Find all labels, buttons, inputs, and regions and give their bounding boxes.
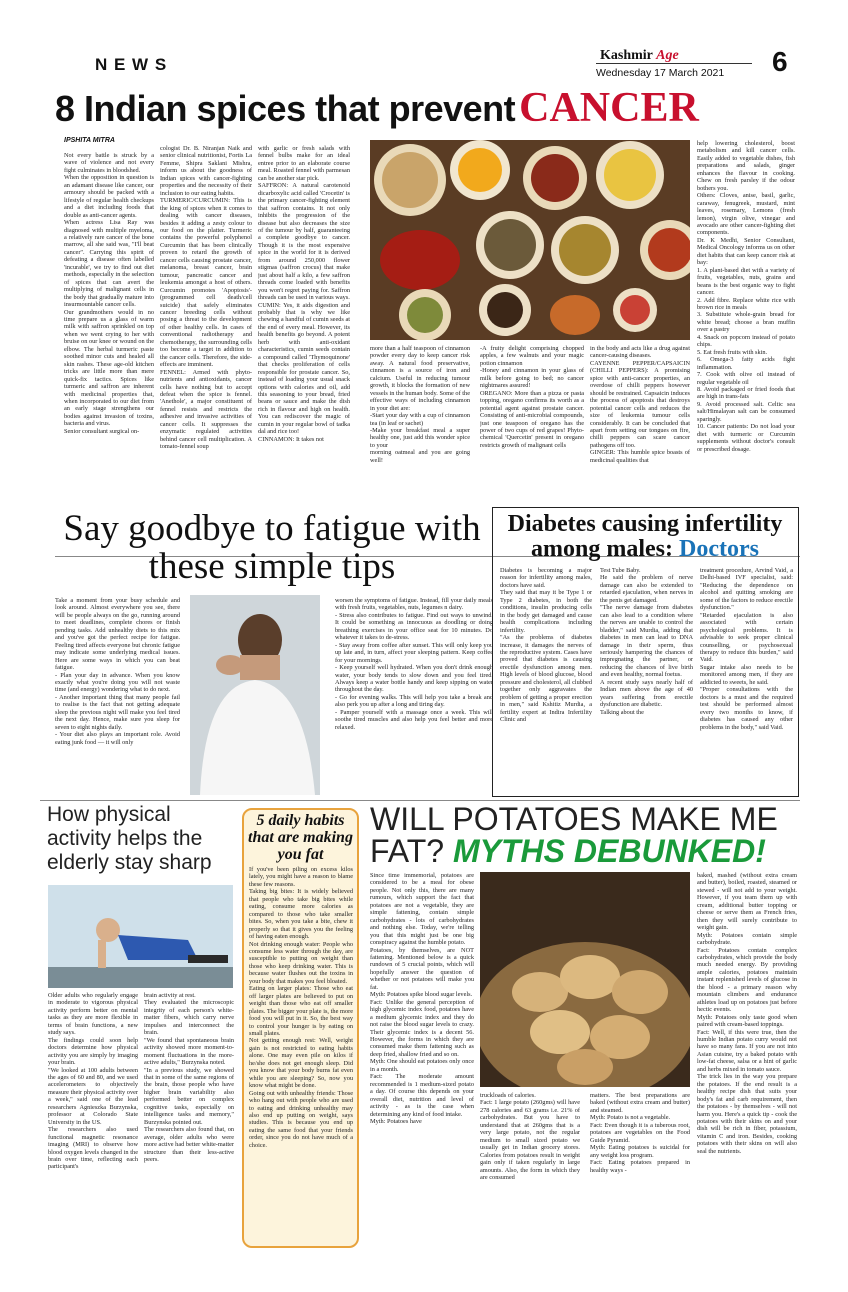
article1-col2: cologist Dr. B. Niranjan Naik and senior clinical nutritionist, Fortis La Femme, Shipra Saklani Mishra, inform us about the goodness of Indian spices with cancer-fighting properties and the necessity of their inclusion to our eating habits. TURMERIC/CURCUMIN: This is the king of spices when it comes to dealing with cancer diseases, besides it adding a zesty colour to our food on the platter. Turmeric contains the powerful polyphenol Curcumin that has been clinically proven to retard the growth of cancer cells causing prostate cancer, melanoma, breast cancer, brain tumour, pancreatic cancer and leukemia amongst a host of others. Curcumin promotes 'Apoptosis'- (programmed cell death/cell suicide) that safely eliminates cancer breeding cells without posing a threat to the development of other healthy cells. In cases of conventional radiotherapy and chemotherapy, the surrounding cells too become a target in addition to the cancer cells. Therefore, the side-effects are imminent. FENNEL: Armed with phyto-nutrients and antioxidants, cancer cells have nothing but to accept defeat when the spice is fennel. 'Anethole', a major constituent of fennel resists and restricts the adhesive and invasive activities of cancer cells. It suppresses the enzymatic regulated activities behind cancer cell multiplication. A tomato-fennel soup [160,145,252,451]
article2-col1: Take a moment from your busy schedule and look around. Almost everywhere you see, there will be people always on the go, running around to meet deadlines, complete chores or finish pending tasks. Add unhealthy diets to this mix and you've got the perfect recipe for fatigue. Feeling tired affects everyone but chronic fatigue may indicate some underlying medical issues. Here are some ways in which you can beat fatigue. - Plan your day in advance. When you know exactly what you're doing you will not waste time (and energy) wondering what to do next. - Another important thing that many people fail to realise is the fact that not getting adequate sleep the previous night will make you feel tired the next day. Hence, make sure you sleep for seven to eight nights daily. - Your diet also plays an important role. Avoid eating junk food — it will only [55,597,180,746]
man-pushup-illustration [48,885,233,988]
article4-col1: Older adults who regularly engage in moderate to vigorous physical activity perform better on mental tasks as they are more flexible in terms of brain functions, a new study says. The findings could soon help doctors determine how physical activity you are simply by imaging your brain. "We looked at 100 adults between the ages of 60 and 80, and we used accelerometers to objectively measure their physical activity over a week," said one of the lead researchers Agnieszka Burzynska, professor at Colorado State University in the US. The researchers also used functional magnetic resonance imaging (MRI) to observe how blood oxygen levels changed in the brain over time, reflecting each participant's [48,992,138,1171]
article4-col2: brain activity at rest. They evaluated the microscopic integrity of each person's white-matter fibers, which carry nerve impulses and interconnect the brain. "We found that spontaneous brain activity showed more moment-to-moment fluctuations in the more-active adults," Burzynska noted. "In a previous study, we showed that in some of the same regions of the brain, those people who have higher brain variability also performed better on complex cognitive tasks, especially on intelligence tasks and memory," Burzynska pointed out. The researchers also found that, on average, older adults who were more active had better white-matter structure than their less-active peers. [144,992,234,1163]
masthead-accent: Age [656,48,679,63]
article5-col1: If you've been piling on excess kilos lately, you might have a reason to blame these few reasons. Taking big bites: It is widely believed that people who take big bites while eating, consume more calories as compared to those who take smaller bites. So, when you take a bite, chew it properly so that it gives you the feeling of having eaten enough. Not drinking enough water: People who consume less water through the day, are susceptible to putting on weight than those who keep drinking water. This is because water flushes out the toxins in your body that makes you feel bloated. Eating on larger plates: Those who eat off larger plates are believed to put on weight than those who eat off smaller plates. The bigger your plate is, the more food you will put in it. So, the best way to control your hunger is by eating on small plates. Not getting enough rest: Well, weight gain is not restricted to eating habits alone. One may even pile on kilos if he/she does not get enough sleep. Did you know that your body burns fat even while you are sleeping? So, now you know what might be done. Going out with unhealthy friends: Those who hang out with people who are used to eating and drinking unhealthy may also end up putting on weight, says studies. This is because you end up eating the same food that your friends order, since you do not have much of a choice. [249,866,353,1149]
article1-col7: help lowering cholesterol, boost metabolism and kill cancer cells. Easily added to vegetable dishes, fish preparations and salads, ginger enhances the flavour in cooking. Chew on fresh parsley if the odour bothers you. Others: Cloves, anise, basil, garlic, caraway, fenugreek, mustard, mint leaves, rosemary, Lemons (fresh lemon), virgin olive, vinegar and avocado are other cancer-fighting diet components. Dr. K Medhi, Senior Consultant, Medical Oncology informs us on other diet habits that can keep cancer risk at bay: 1. A plant-based diet with a variety of fruits, vegetables, nuts, grains and beans is the best organic way to fight cancer. 2. Add fibre. Replace white rice with brown rice in meals 3. Substitute whole-grain bread for white bread; choose a bran muffin over a pastry 4. Snack on popcorn instead of potato chips. 5. Eat fresh fruits with skin. 6. Omega-3 fatty acids fight inflammation. 7. Cook with olive oil instead of regular vegetable oil 8. Avoid packaged or fried foods that are high in trans-fats 9. Avoid processed salt. Celtic sea salt/Himalayan salt can be consumed sparingly. 10. Cancer patients: Do not load your diet with turmeric or Curcumin supplements without doctor's consult or prescribed dosage. [697,140,795,453]
header-rule [596,63,752,64]
article6-headline-accent: MYTHS DEBUNKED! [452,833,766,869]
article3-col2: Test Tube Baby. He said the problem of nerve damage can also be extended to retarded ejaculation, when nerves in the penis get damaged. "The nerve damage from diabetes can also lead to a condition where the nerves are unable to control the bladder," said Murdia, adding that diabetes in men can lead to DNA damage in their sperm, thus seriously hampering the chances of impregnating the partner, or reducing the chances of live birth and even healthy, normal foetus. A recent study says nearly half of Indian men above the age of 40 years suffering from erectile dysfunction are diabetic. Talking about the [600,567,693,716]
byline: IPSHITA MITRA [64,137,115,144]
masthead [600,48,679,64]
article6-col4: baked, mashed (without extra cream and butter), boiled, roasted, steamed or stewed - will not add to your weight. However, if you team them up with cream, additional butter topping or cheese or serve them as French fries, then they will surely contribute to weight gain. Myth: Potatoes contain simple carbohydrate. Fact: Potatoes contain complex carbohydrates, which provide the body much needed energy. By providing ample calories, potatoes maintain instant replenished levels of glucose in the blood - a primary reason why mountain climbers and endurance athletes load up on potatoes just before hectic events. Myth: Potatoes only taste good when paired with cream-based toppings. Fact: Well, if this were true, then the humble Indian potato curry would not have so many fans. If you are not into Asian cuisine, try a baked potato with low-fat cheese, salsa or a hint of garlic and herbs mixed in tomato sauce. The trick lies in the way you prepare the potatoes. If the end result is a healthy recipe dish that suits your body's fat and carb requirement, then the potatoes - by themselves - will not harm you. Here's a quick tip - cook the potatoes with their skins on and your dish will be rich in fiber, potassium, vitamin C and iron. Besides, cooking potatoes with their skins on will also seal the nutrients. [697,872,797,1155]
article1-headline-accent: CANCER [519,85,699,131]
article1-col4: more than a half teaspoon of cinnamon powder every day to keep cancer risk away. A natural food preservative, cinnamon is a source of iron and calcium. Useful in reducing tumour growth, it blocks the formation of new vessels in the human body. Some of the effective ways of including cinnamon in your diet are: -Start your day with a cup of cinnamon tea (in leaf or sachet) -Make your breakfast meal a super healthy one, just add this wonder spice to your morning oatmeal and you are going well! [370,345,470,464]
article6-col2: truckloads of calories. Fact: 1 large potato (260gms) will have 278 calories and 63 grams i.e. 21% of carbohydrates. But you have to understand that at 260gms that is a very large potato, not the regular medium to small sized potato we usually get in Indian grocery stores. Calories from potatoes result in weight gain only if taken regularly in large amounts. Also, the form in which they are consumed [480,1092,580,1181]
spices-photo [370,140,690,340]
page-number: 6 [772,46,788,77]
article3-headline-accent: Doctors [679,536,759,562]
article2-col2: worsen the symptoms of fatigue. Instead, fill your daily meals with fresh fruits, vegetables, nuts, legumes n dairy. - Stress also contributes to fatigue. Find out ways to unwind. It could be something as innocuous as doodling or doing breathing exercises in your office seat for 10 minutes. Do whatever it takes to de-stress. - Stay away from coffee after sunset. This will only keep you up late and, in turn, affect your sleeping pattern. Keep coffee for your mornings. - Keep yourself well hydrated. When you don't drink enough water, your body tends to slow down and you feel tired. Always keep a water bottle handy and keep sipping on water throughout the day. - Go for evening walks. This will help you take a break and also perk you up after a long and tiring day. - Pamper yourself with a massage once a week. This will soothe tired muscles and also help you feel better and more relaxed. [335,597,493,731]
article1-col1: Not every battle is struck by a wave of violence and not every fight culminates in bloodshed. When the opposition in question is an adamant disease like cancer, our armoury should be packed with a lifestyle of regular health checkups and a diet including foods that double as anti-cancer agents. When actress Lisa Ray was diagnosed with multiple myeloma, a relatively rare cancer of the bone marrow, all she said was, "I'll beat cancer". Carrying this spirit of defeating a disease often labelled 'incurable', we try to find out diet methods, especially in the selection of spices that can avert the multiplying of malignant cells in the body that gradually mature into insurmountable cancer cells. Our grandmothers would in no time prepare us a glass of warm milk with saffron sprinkled on top when we went crying to her with bruise on our knee or wound on the elbow. The herbal turmeric paste soothed minor cuts and healed all skin rashes. These age-old kitchen tricks are little more than mere quick-fix tactics. Spices like turmeric and saffron are inherent with medicinal properties that, when incorporated to our diet from an early stage strengthens our bodies against invasion of toxins, bacteria and virus. Senior consultant surgical on- [64,152,154,435]
article3-headline [495,512,795,562]
article4-headline: How physical activity helps the elderly stay sharp [47,803,212,874]
article6-col3: matters. The best preparations are baked (without extra cream and butter) and steamed. Myth: Potato is not a vegetable. Fact: Even though it is a tuberous root, potatoes are vegetables on the Food Guide Pyramid. Myth: Eating potatoes is suicidal for any weight loss program. Fact: Eating potatoes prepared in healthy ways - [590,1092,690,1174]
article3-headline-text: Diabetes causing infertility among males: [507,511,783,562]
potatoes-photo [480,872,690,1087]
article6-col1: Since time immemorial, potatoes are considered to be a meal for obese people. Not only this, there are many rumours, which support the fact that potatoes are not a vegetable, they are simple fattening, contain simple carbohydrates - lots of carbohydrates and nothing else. Today, we're telling you that this might just be one big conspiracy against the humble potato. Potatoes, by themselves, are NOT fattening. Mentioned below is a quick rundown of 5 crucial points, which will hopefully answer the question of whether or not potatoes will make you fat. Myth: Potatoes spike blood sugar levels. Fact: Unlike the general perception of high glycemic index food, potatoes have a medium glycemic index and they do not raise the blood sugar levels to crazy. Their glycemic index is a decent 56. However, the forms in which they are consumed make them fattening such as deep fried, shallow fried and so on. Myth: One should eat potatoes only once in a month. Fact: The moderate amount recommended is 1 medium-sized potato a day. Of course this depends on your overall diet, nutrition and level of activity - as is the case when determining any kind of food intake. Myth: Potatoes have [370,872,474,1125]
article1-headline [55,84,699,132]
article3-col1: Diabetes is becoming a major reason for infertility among males, doctors have said. They said that may it be Type 1 or Type 2 diabetes, in both the conditions, insulin producing cells in the body get damaged and cause health complications including infertility. "As the problems of diabetes increase, it damages the nerves of the reproductive system. Cases have proved that diabetes is causing erectile dysfunction among men. High levels of blood glucose, blood pressure and cholesterol, all clubbed together only aggravates the problem of getting a proper erection in men," said Kshitiz Murdia, a fertility expert at Indira Infertility Clinic and [500,567,592,724]
masthead-name: Kashmir [600,48,653,63]
article5-headline: 5 daily habits that are making you fat [248,812,353,863]
elderly-photo [48,885,233,988]
article1-col6: in the body and acts like a drug against cancer-causing diseases. CAYENNE PEPPER/CAPSAICIN (CHILLI PEPPERS): A promising spice with anti-cancer properties, an overdose of chilli peppers however should be restrained. Capsaicin induces the process of apoptosis that destroys potential cancer cells and reduces the size of leukemia tumour cells considerably. It can be concluded that apart from setting our tongues on fire, chilli peppers can scare cancer pathogens off too. GINGER: This humble spice boasts of medicinal qualities that [590,345,690,464]
issue-date: Wednesday 17 March 2021 [596,67,725,79]
article1-col5: -A fruity delight comprising chopped apples, a few walnuts and your magic potion cinnamon -Honey and cinnamon in your glass of milk before going to bed; no cancer nightmares assured! OREGANO: More than a pizza or pasta topping, oregano confirms its worth as a potential agent against prostate cancer. Consisting of anti-microbial compounds, just one teaspoon of oregano has the power of two cups of red grapes! Phyto-chemical 'Quercetin' present in oregano restricts growth of malignant cells [480,345,584,449]
fatigue-photo [190,595,320,795]
article2-headline: Say goodbye to fatigue with these simple tips [63,508,481,587]
article1-headline-text: 8 Indian spices that prevent [55,88,516,129]
article1-col3: with garlic or fresh salads with fennel bulbs make for an ideal entree prior to an elaborate course meal. Roasted fennel with parmesan can be another star pick. SAFFRON: A natural carotenoid dicarboxylic acid called 'Crocetin' is the primary cancer-fighting element that saffron contains. It not only inhibits the progression of the disease but also decreases the size of the tumour by half, guaranteeing a complete goodbye to cancer. Though it is the most expensive spice in the world for it is derived from around 250,000 flower stigmas (saffron crocus) that make just about half a kilo, a few saffron threads come loaded with benefits you won't regret paying for. Saffron threads can be used in various ways. CUMIN: Yes, it aids digestion and probably that is why we like chewing a handful of cumin seeds at the end of every meal. However, its health benefits go beyond. A potent herb with anti-oxidant characteristics, cumin seeds contain a compound called 'Thymoquinone' that checks proliferation of cells responsible for prostate cancer. So, instead of loading your usual snack options with calories and oil, add this seasoning to your bread, fried beans or sauce and make the dish rich in flavour and high on health. You can rediscover the magic of cumin in your regular bowl of tadka dal and rice too! CINNAMON: It takes not [258,145,350,443]
potatoes-illustration [480,872,690,1087]
man-neck-pain-illustration [190,595,320,795]
article6-headline-text: WILL POTATOES MAKE ME FAT? [370,801,778,869]
article3-col3: treatment procedure, Arvind Vaid, a Delhi-based IVF specialist, said: "Reducing the dependence on alcohol and quitting smoking are some of the factors to reduce erectile dysfunction." "Retarded ejaculation is also associated with certain psychological problems. It is advisable to seek proper clinical counselling, or psychosexual therapy to reduce this burden," said Vaid. Sugar intake also needs to be monitored among men, if they are addicted to sweets, he said. "Proper consultations with the doctors is a must and the required test should be performed almost every two months to know, if diabetes has caused any other problems in the body," said Vaid. [700,567,793,731]
article6-headline [370,803,800,867]
spices-illustration [370,140,690,340]
section-label: N E W S [95,55,168,74]
